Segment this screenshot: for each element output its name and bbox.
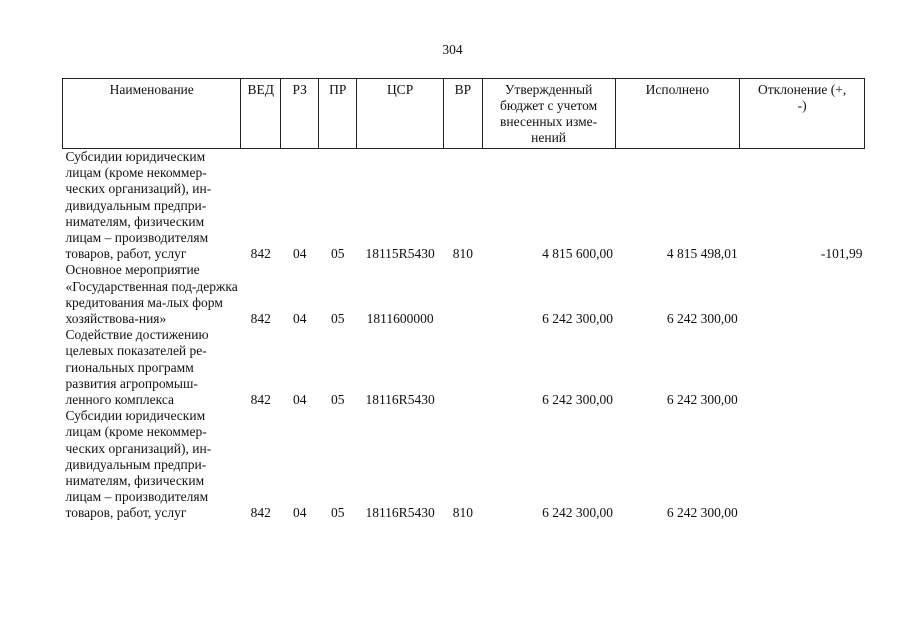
table-row xyxy=(63,262,865,327)
row-executed: 4 815 498,01 xyxy=(666,246,738,262)
header-pr: ПР xyxy=(319,79,357,149)
row-deviation: -101,99 xyxy=(820,246,863,262)
row-rz: 04 xyxy=(292,311,307,327)
row-rz: 04 xyxy=(292,392,307,408)
header-approved-budget: Утвержденный бюджет с учетом внесенных изме-нений xyxy=(482,79,615,149)
row-ved: 842 xyxy=(250,505,271,521)
row-pr: 05 xyxy=(330,392,345,408)
row-approved: 6 242 300,00 xyxy=(542,311,613,327)
row-name: Субсидии юридическим лицам (кроме некоммер-ческих организаций), ин-дивидуальным предпри-нимателям, физическим лицам – производителям товаров, работ, услуг xyxy=(65,149,212,262)
row-csr: 1811600000 xyxy=(366,311,434,327)
row-vr: 810 xyxy=(452,246,474,262)
row-name: Основное мероприятие «Государственная под-держка кредитования ма-лых форм хозяйствова-ния» xyxy=(65,262,238,327)
row-approved: 6 242 300,00 xyxy=(542,505,613,521)
row-rz: 04 xyxy=(292,505,307,521)
row-vr xyxy=(444,327,483,408)
row-deviation xyxy=(740,327,865,408)
row-deviation xyxy=(740,408,865,521)
row-csr: 18115R5430 xyxy=(365,246,435,262)
header-executed: Исполнено xyxy=(615,79,740,149)
row-ved: 842 xyxy=(250,246,271,262)
header-csr: ЦСР xyxy=(356,79,443,149)
row-pr: 05 xyxy=(330,246,345,262)
row-approved: 4 815 600,00 xyxy=(542,246,613,262)
row-ved: 842 xyxy=(250,311,271,327)
page-number: 304 xyxy=(442,42,463,57)
table-header-row xyxy=(63,79,865,149)
row-rz: 04 xyxy=(292,246,307,262)
header-name: Наименование xyxy=(63,79,241,149)
row-csr: 18116R5430 xyxy=(365,392,435,408)
header-rz: РЗ xyxy=(280,79,319,149)
row-csr: 18116R5430 xyxy=(365,505,435,521)
row-name: Субсидии юридическим лицам (кроме некоммер-ческих организаций), ин-дивидуальным предпри-нимателям, физическим лицам – производителям товаров, работ, услуг xyxy=(65,408,212,521)
header-deviation: Отклонение (+, -) xyxy=(740,79,865,149)
row-ved: 842 xyxy=(250,392,271,408)
header-vr: ВР xyxy=(444,79,483,149)
row-pr: 05 xyxy=(330,311,345,327)
row-executed: 6 242 300,00 xyxy=(666,311,738,327)
row-executed: 6 242 300,00 xyxy=(666,505,738,521)
row-name: Содействие достижению целевых показателей ре-гиональных программ развития агропромыш-ленного комплекса xyxy=(65,327,209,408)
header-ved: ВЕД xyxy=(241,79,281,149)
table-row xyxy=(63,408,865,521)
row-approved: 6 242 300,00 xyxy=(542,392,613,408)
budget-table xyxy=(62,78,865,522)
row-vr: 810 xyxy=(452,505,474,521)
table-row xyxy=(63,149,865,263)
row-executed: 6 242 300,00 xyxy=(666,392,738,408)
table-row xyxy=(63,327,865,408)
row-pr: 05 xyxy=(330,505,345,521)
row-deviation xyxy=(740,262,865,327)
row-vr xyxy=(444,262,483,327)
